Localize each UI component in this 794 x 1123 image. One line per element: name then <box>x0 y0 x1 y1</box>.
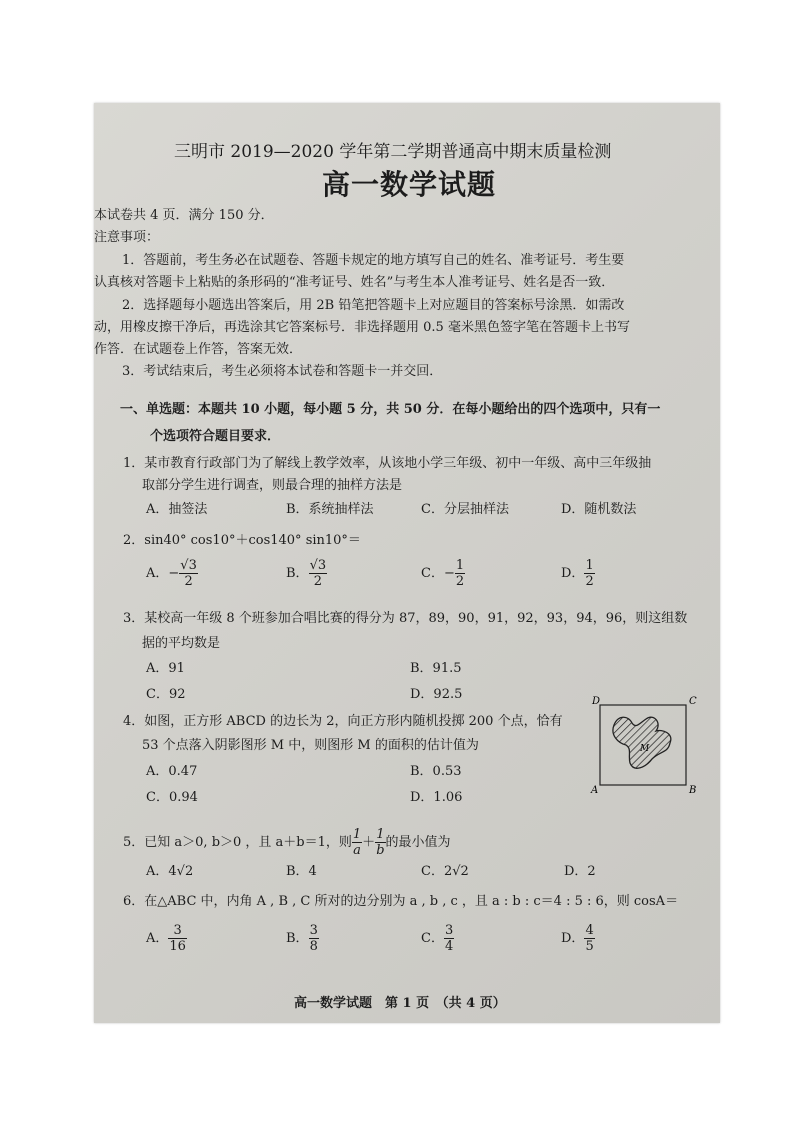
q2-b-fraction: $\frac{√3}{2}$ <box>309 558 327 589</box>
q2-option-a: A．− $\frac{√3}{2}$ <box>146 558 197 589</box>
q6-option-c: C． $\frac{3}{4}$ <box>421 923 454 954</box>
q6-d-fraction: $\frac{4}{5}$ <box>585 923 594 954</box>
vertex-label-d: D <box>592 696 601 707</box>
q2-stem: 2．sin40° cos10°＋cos140° sin10°＝ <box>123 533 361 548</box>
q6-option-b: B． $\frac{3}{8}$ <box>286 923 318 954</box>
q6-a-fraction: $\frac{3}{16}$ <box>169 923 186 954</box>
q1-option-b: B．系统抽样法 <box>286 502 374 517</box>
q4-option-d: D．1.06 <box>410 790 463 805</box>
note-1-line-1: 1．答题前，考生务必在试题卷、答题卡规定的地方填写自己的姓名、准考证号．考生要 <box>122 253 625 268</box>
note-1-line-2: 认真核对答题卡上粘贴的条形码的“准考证号、姓名”与考生本人准考证号、姓名是否一致． <box>94 275 615 290</box>
q3-stem-line-2: 据的平均数是 <box>142 636 221 651</box>
note-2-line-1: 2．选择题每小题选出答案后，用 2B 铅笔把答题卡上对应题目的答案标号涂黑．如需改 <box>122 298 625 313</box>
q5-option-b: B．4 <box>286 864 317 879</box>
q6-c-fraction: $\frac{3}{4}$ <box>444 923 454 954</box>
q5-stem: 5．已知 a＞0, b＞0 ，且 a＋b＝1，则 $\frac{1}{a}$ ＋ $\frac{1}{b}$ 的最小值为 <box>123 827 451 858</box>
q3-option-a: A．91 <box>146 661 185 676</box>
exam-page <box>94 103 720 1023</box>
q6-option-a: A． $\frac{3}{16}$ <box>146 923 186 954</box>
note-2-line-2: 动，用橡皮擦干净后，再选涂其它答案标号．非选择题用 0.5 毫米黑色签字笔在答题卡上书写 <box>94 320 630 335</box>
q1-option-a: A．抽签法 <box>146 502 208 517</box>
exam-title: 高一数学试题 <box>322 168 497 201</box>
q3-option-d: D．92.5 <box>410 687 463 702</box>
note-3: 3．考试结束后，考生必须将本试卷和答题卡一并交回． <box>122 364 443 379</box>
section-1-heading-line-2: 个选项符合题目要求． <box>150 429 281 444</box>
q1-stem-line-1: 1．某市教育行政部门为了解线上教学效率，从该地小学三年级、初中一年级、高中三年级抽 <box>123 456 652 471</box>
note-2-line-3: 作答．在试题卷上作答，答案无效． <box>94 342 303 357</box>
notes-heading: 注意事项： <box>94 230 160 245</box>
region-label-m: M <box>640 744 650 754</box>
vertex-label-c: C <box>689 696 697 707</box>
q4-square-figure <box>590 693 700 795</box>
vertex-label-a: A <box>591 785 599 795</box>
exam-summary: 本试卷共 4 页．满分 150 分． <box>94 208 274 223</box>
q2-option-d: D． $\frac{1}{2}$ <box>561 558 594 589</box>
q1-option-c: C．分层抽样法 <box>421 502 509 517</box>
q4-stem-line-1: 4．如图，正方形 ABCD 的边长为 2，向正方形内随机投掷 200 个点，恰有 <box>123 714 563 729</box>
q5-option-a: A．4√2 <box>146 864 194 879</box>
q2-a-fraction: $\frac{√3}{2}$ <box>180 558 197 589</box>
q2-d-fraction: $\frac{1}{2}$ <box>585 558 594 589</box>
q1-stem-line-2: 取部分学生进行调查，则最合理的抽样方法是 <box>142 478 403 493</box>
q4-option-c: C．0.94 <box>146 790 198 805</box>
q4-option-b: B．0.53 <box>410 764 462 779</box>
q3-option-b: B．91.5 <box>410 661 462 676</box>
q2-option-b: B． $\frac{√3}{2}$ <box>286 558 327 589</box>
q5-fraction-1-over-b: $\frac{1}{b}$ <box>376 827 385 858</box>
q2-c-fraction: $\frac{1}{2}$ <box>455 558 465 589</box>
q1-option-d: D．随机数法 <box>561 502 637 517</box>
q3-option-c: C．92 <box>146 687 186 702</box>
q3-stem-line-1: 3．某校高一年级 8 个班参加合唱比赛的得分为 87，89，90，91，92，93，94，96，则这组数 <box>123 611 688 626</box>
q4-option-a: A．0.47 <box>146 764 198 779</box>
vertex-label-b: B <box>689 785 697 795</box>
section-1-heading-line-1: 一、单选题：本题共 10 小题，每小题 5 分，共 50 分．在每小题给出的四个选项中，只有一 <box>120 402 661 417</box>
shaded-region-m <box>613 717 671 768</box>
exam-subtitle: 三明市 2019—2020 学年第二学期普通高中期末质量检测 <box>174 142 612 162</box>
q6-b-fraction: $\frac{3}{8}$ <box>309 923 318 954</box>
q2-option-c: C．− $\frac{1}{2}$ <box>421 558 465 589</box>
q5-option-d: D．2 <box>564 864 596 879</box>
page-footer: 高一数学试题 第 1 页 （共 4 页） <box>294 996 506 1011</box>
q4-stem-line-2: 53 个点落入阴影图形 M 中，则图形 M 的面积的估计值为 <box>142 738 479 753</box>
q5-option-c: C．2√2 <box>421 864 469 879</box>
q6-stem: 6．在△ABC 中，内角 A , B , C 所对的边分别为 a , b , c ，且 a : b : c＝4 : 5 : 6，则 cosA＝ <box>123 894 679 909</box>
q6-option-d: D． $\frac{4}{5}$ <box>561 923 594 954</box>
q5-fraction-1-over-a: $\frac{1}{a}$ <box>352 827 362 858</box>
